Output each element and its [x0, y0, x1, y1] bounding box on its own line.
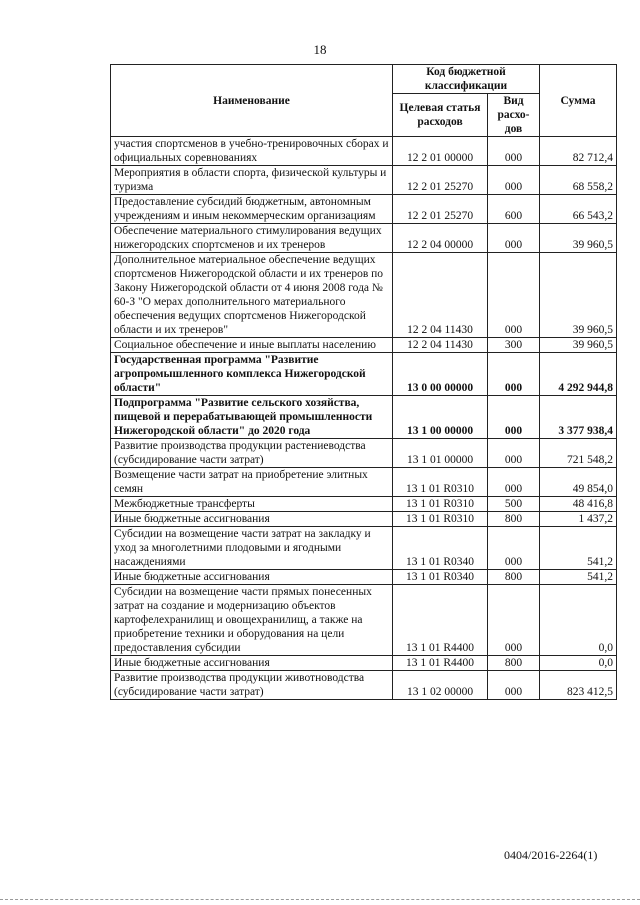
row-code: 13 1 01 R4400	[393, 585, 488, 656]
row-name: Субсидии на возмещение части прямых понесенных затрат на создание и модернизацию объектов картофелехранилищ и овощехранилищ, а также на приобретение техники и оборудования на цели предоставления субсидии	[111, 585, 393, 656]
row-name: Иные бюджетные ассигнования	[111, 570, 393, 585]
table-row	[111, 585, 617, 656]
row-sum: 39 960,5	[540, 338, 617, 353]
row-sum: 39 960,5	[540, 253, 617, 338]
row-kind: 000	[488, 253, 540, 338]
row-kind: 300	[488, 338, 540, 353]
row-name: участия спортсменов в учебно-тренировочных сборах и официальных соревнованиях	[111, 137, 393, 166]
row-sum: 0,0	[540, 585, 617, 656]
table-row	[111, 671, 617, 700]
row-kind: 000	[488, 137, 540, 166]
row-name: Возмещение части затрат на приобретение элитных семян	[111, 468, 393, 497]
header-name: Наименование	[111, 65, 393, 137]
row-kind: 000	[488, 224, 540, 253]
row-sum: 823 412,5	[540, 671, 617, 700]
row-name: Государственная программа "Развитие агропромышленного комплекса Нижегородской области"	[111, 353, 393, 396]
row-sum: 1 437,2	[540, 512, 617, 527]
row-code: 12 2 01 00000	[393, 137, 488, 166]
table-row	[111, 195, 617, 224]
row-sum: 541,2	[540, 570, 617, 585]
row-kind: 800	[488, 656, 540, 671]
page-edge-line	[0, 899, 640, 900]
row-kind: 000	[488, 527, 540, 570]
table-row	[111, 439, 617, 468]
row-sum: 49 854,0	[540, 468, 617, 497]
row-name: Межбюджетные трансферты	[111, 497, 393, 512]
row-kind: 000	[488, 353, 540, 396]
row-sum: 3 377 938,4	[540, 396, 617, 439]
row-sum: 721 548,2	[540, 439, 617, 468]
row-kind: 000	[488, 166, 540, 195]
row-kind: 500	[488, 497, 540, 512]
row-code: 13 1 01 R0340	[393, 570, 488, 585]
budget-table	[110, 64, 617, 700]
table-row	[111, 253, 617, 338]
page-number: 18	[313, 42, 327, 57]
document-code: 0404/2016-2264(1)	[504, 848, 598, 862]
table-row	[111, 338, 617, 353]
row-name: Предоставление субсидий бюджетным, автономным учреждениям и иным некоммерческим организациям	[111, 195, 393, 224]
row-code: 13 1 01 R0340	[393, 527, 488, 570]
row-name: Иные бюджетные ассигнования	[111, 512, 393, 527]
header-code-group: Код бюджетной классификации	[393, 65, 540, 94]
row-sum: 4 292 944,8	[540, 353, 617, 396]
row-name: Субсидии на возмещение части затрат на закладку и уход за многолетними плодовыми и ягодными насаждениями	[111, 527, 393, 570]
row-name: Мероприятия в области спорта, физической культуры и туризма	[111, 166, 393, 195]
table-row	[111, 224, 617, 253]
row-code: 12 2 01 25270	[393, 166, 488, 195]
row-name: Развитие производства продукции растениеводства (субсидирование части затрат)	[111, 439, 393, 468]
row-code: 13 1 01 00000	[393, 439, 488, 468]
row-sum: 0,0	[540, 656, 617, 671]
table-row	[111, 396, 617, 439]
row-sum: 66 543,2	[540, 195, 617, 224]
row-code: 13 1 01 R0310	[393, 512, 488, 527]
row-kind: 000	[488, 671, 540, 700]
row-code: 12 2 04 11430	[393, 253, 488, 338]
row-code: 12 2 04 11430	[393, 338, 488, 353]
header-target: Целевая статья расходов	[393, 94, 488, 137]
row-kind: 600	[488, 195, 540, 224]
table-row	[111, 137, 617, 166]
row-kind: 000	[488, 585, 540, 656]
row-code: 12 2 01 25270	[393, 195, 488, 224]
header-sum: Сумма	[540, 65, 617, 137]
table-row	[111, 468, 617, 497]
row-sum: 82 712,4	[540, 137, 617, 166]
table-row	[111, 656, 617, 671]
table-row	[111, 166, 617, 195]
row-code: 13 1 01 R0310	[393, 497, 488, 512]
table-body	[111, 137, 617, 700]
table-row	[111, 527, 617, 570]
row-kind: 000	[488, 396, 540, 439]
row-kind: 800	[488, 570, 540, 585]
row-code: 13 1 01 R4400	[393, 656, 488, 671]
row-kind: 000	[488, 468, 540, 497]
row-name: Подпрограмма "Развитие сельского хозяйства, пищевой и перерабатывающей промышленности Нижегородской области" до 2020 года	[111, 396, 393, 439]
row-code: 13 1 00 00000	[393, 396, 488, 439]
table-row	[111, 353, 617, 396]
row-name: Обеспечение материального стимулирования ведущих нижегородских спортсменов и их тренеров	[111, 224, 393, 253]
row-kind: 800	[488, 512, 540, 527]
table-row	[111, 512, 617, 527]
row-code: 12 2 04 00000	[393, 224, 488, 253]
row-sum: 39 960,5	[540, 224, 617, 253]
row-name: Развитие производства продукции животноводства (субсидирование части затрат)	[111, 671, 393, 700]
table-row	[111, 497, 617, 512]
row-sum: 68 558,2	[540, 166, 617, 195]
row-sum: 541,2	[540, 527, 617, 570]
header-row	[111, 65, 617, 94]
row-code: 13 1 02 00000	[393, 671, 488, 700]
row-code: 13 1 01 R0310	[393, 468, 488, 497]
row-kind: 000	[488, 439, 540, 468]
row-name: Иные бюджетные ассигнования	[111, 656, 393, 671]
table-row	[111, 570, 617, 585]
row-sum: 48 416,8	[540, 497, 617, 512]
header-kind: Вид расхо- дов	[488, 94, 540, 137]
row-name: Социальное обеспечение и иные выплаты населению	[111, 338, 393, 353]
row-code: 13 0 00 00000	[393, 353, 488, 396]
row-name: Дополнительное материальное обеспечение ведущих спортсменов Нижегородской области и их тренеров по Закону Нижегородской области от 4 июня 2008 года № 60-З "О мерах дополнительного материального обеспечения ведущих спортсменов Нижегородской области и их тренеров"	[111, 253, 393, 338]
